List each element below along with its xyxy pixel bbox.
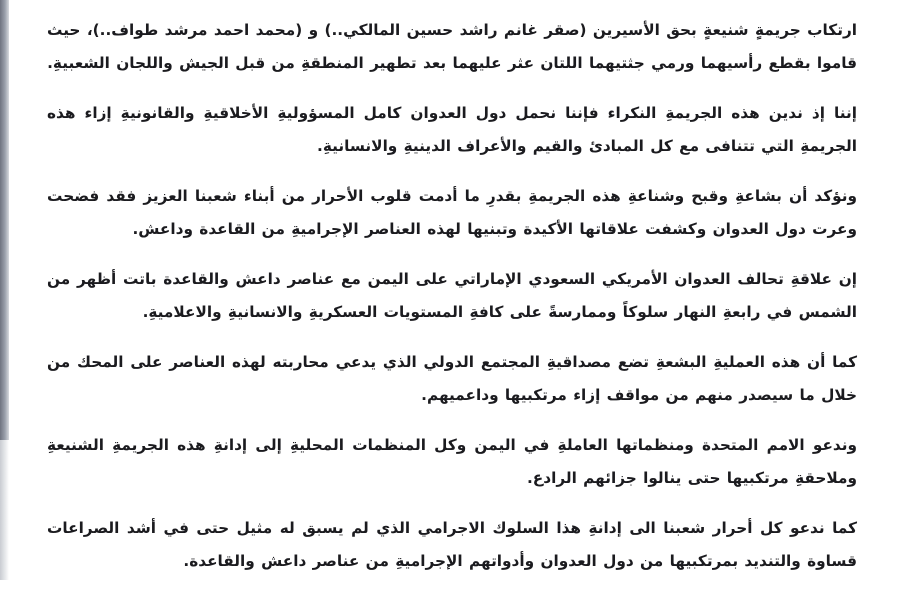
paragraph: ونؤكد أن بشاعةِ وقبح وشناعةِ هذه الجريمةِ بقدرِ ما أدمت قلوب الأحرار من أبناء شعبنا العزيز فقد فضحت وعرت دول العدوان وكشفت علاقاتها الأكيدة وتبنيها لهذه العناصر الإجراميةِ من القاعدة وداعش. xyxy=(47,187,857,238)
page-edge-shadow-lower xyxy=(0,440,9,580)
paragraph: إن علاقةِ تحالف العدوان الأمريكي السعودي الإماراتي على اليمن مع عناصر داعش والقاعدة باتت أظهر من الشمس في رابعةِ النهار سلوكاً وممارسةً على كافةِ المستويات العسكريةِ والانسانيةِ والاعلاميةِ. xyxy=(47,270,857,321)
page-edge-shadow xyxy=(0,0,9,440)
paragraph: ارتكاب جريمةٍ شنيعةٍ بحق الأسيرين (صقر غانم راشد حسين المالكي..) و (محمد احمد مرشد طواف..)، حيث قاموا بقطع رأسيهما ورمي جثتيهما اللتان عثر عليهما بعد تطهير المنطقةِ من قبل الجيش واللجان الشعبيةِ. xyxy=(47,21,857,72)
paragraph: كما ندعو كل أحرار شعبنا الى إدانةِ هذا السلوك الاجرامي الذي لم يسبق له مثيل حتى في أشد الصراعات قساوة والتنديد بمرتكبيها من دول العدوان وأدواتهم الإجراميةِ من عناصر داعش والقاعدة. xyxy=(47,519,857,570)
paragraph: إننا إذ ندين هذه الجريمةِ النكراء فإننا نحمل دول العدوان كامل المسؤوليةِ الأخلاقيةِ والقانونيةِ إزاء هذه الجريمةِ التي تتنافى مع كل المبادئ والقيم والأعراف الدينيةِ والانسانيةِ. xyxy=(47,104,857,155)
document-text-body xyxy=(9,0,909,594)
paragraph: كما أن هذه العمليةِ البشعةِ تضع مصداقيةِ المجتمع الدولي الذي يدعي محاربته لهذه العناصر على المحك من خلال ما سيصدر منهم من مواقف إزاء مرتكبيها وداعميهم. xyxy=(47,353,857,404)
paragraph: وندعو الامم المتحدة ومنظماتها العاملةِ في اليمن وكل المنظمات المحليةِ إلى إدانةِ هذه الجريمةِ الشنيعةِ وملاحقةِ مرتكبيها حتى ينالوا جزائهم الرادع. xyxy=(47,436,857,487)
